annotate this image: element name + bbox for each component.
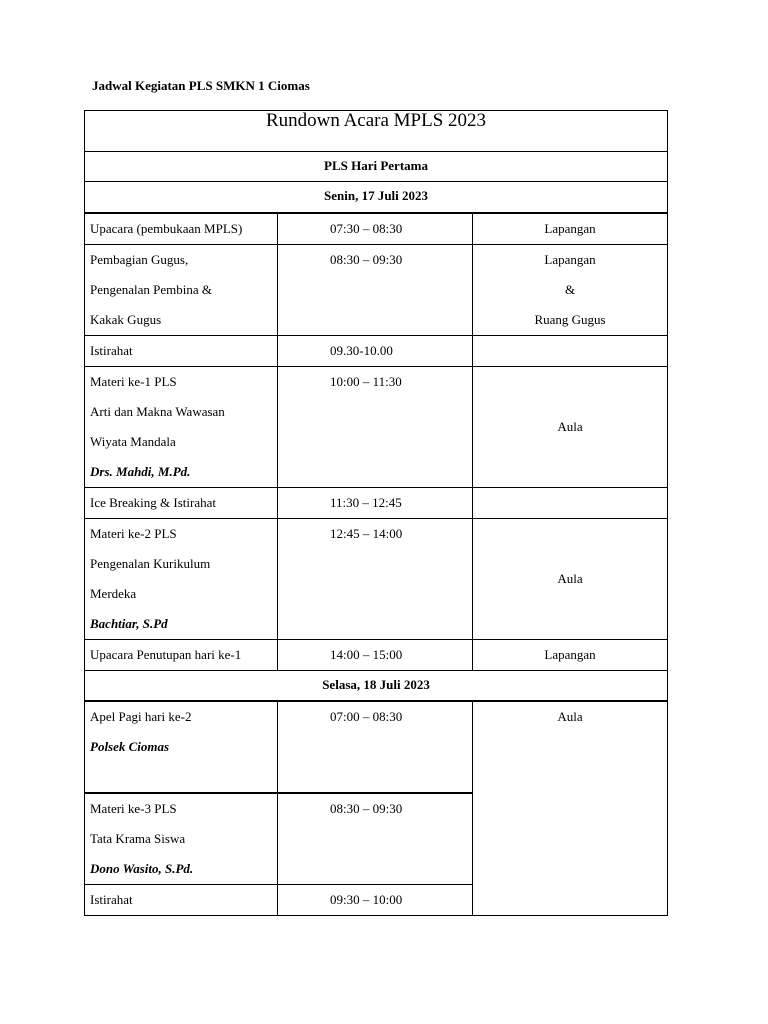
table-row (85, 366, 668, 487)
venue-cell: Lapangan (473, 213, 668, 245)
activity-cell: Pembagian Gugus, Pengenalan Pembina & Kakak Gugus (85, 244, 278, 335)
table-row (85, 701, 668, 793)
table-row (85, 244, 668, 335)
day2-date-row (85, 670, 668, 701)
venue-cell: Lapangan & Ruang Gugus (473, 244, 668, 335)
venue-cell: Aula (473, 701, 668, 916)
activity-cell: Ice Breaking & Istirahat (85, 487, 278, 518)
activity-cell: Istirahat (85, 335, 278, 366)
time-cell: 08:30 – 09:30 (278, 244, 473, 335)
venue-cell: Lapangan (473, 639, 668, 670)
section-row (85, 152, 668, 182)
table-title: Rundown Acara MPLS 2023 (85, 111, 668, 152)
activity-cell: Istirahat (85, 885, 278, 916)
venue-cell: Aula (473, 518, 668, 639)
day2-date: Selasa, 18 Juli 2023 (85, 670, 668, 701)
rundown-table (84, 110, 668, 916)
venue-cell (473, 335, 668, 366)
speaker-name: Bachtiar, S.Pd (90, 615, 168, 631)
section-title: PLS Hari Pertama (85, 152, 668, 182)
title-row (85, 111, 668, 152)
day1-date-row (85, 182, 668, 213)
activity-cell: Upacara Penutupan hari ke-1 (85, 639, 278, 670)
time-cell: 09:30 – 10:00 (278, 885, 473, 916)
day1-date: Senin, 17 Juli 2023 (85, 182, 668, 213)
time-cell: 07:30 – 08:30 (278, 213, 473, 245)
time-cell: 08:30 – 09:30 (278, 793, 473, 885)
venue-cell: Aula (473, 366, 668, 487)
activity-cell: Upacara (pembukaan MPLS) (85, 213, 278, 245)
table-row (85, 639, 668, 670)
rundown-table-wrapper (84, 110, 667, 916)
table-row (85, 518, 668, 639)
activity-cell: Materi ke-1 PLS Arti dan Makna Wawasan Wiyata Mandala Drs. Mahdi, M.Pd. (85, 366, 278, 487)
venue-cell (473, 487, 668, 518)
time-cell: 14:00 – 15:00 (278, 639, 473, 670)
time-cell: 11:30 – 12:45 (278, 487, 473, 518)
table-row (85, 487, 668, 518)
page-heading: Jadwal Kegiatan PLS SMKN 1 Ciomas (92, 78, 310, 93)
speaker-name: Dono Wasito, S.Pd. (90, 861, 194, 876)
time-cell: 09.30-10.00 (278, 335, 473, 366)
activity-cell: Materi ke-2 PLS Pengenalan Kurikulum Merdeka Bachtiar, S.Pd (85, 518, 278, 639)
speaker-name: Polsek Ciomas (90, 739, 170, 754)
activity-cell: Apel Pagi hari ke-2 Polsek Ciomas (85, 701, 278, 793)
time-cell: 10:00 – 11:30 (278, 366, 473, 487)
speaker-name: Drs. Mahdi, M.Pd. (90, 463, 191, 479)
time-cell: 07:00 – 08:30 (278, 701, 473, 793)
activity-cell: Materi ke-3 PLS Tata Krama Siswa Dono Wasito, S.Pd. (85, 793, 278, 885)
time-cell: 12:45 – 14:00 (278, 518, 473, 639)
table-row (85, 213, 668, 245)
table-row (85, 335, 668, 366)
